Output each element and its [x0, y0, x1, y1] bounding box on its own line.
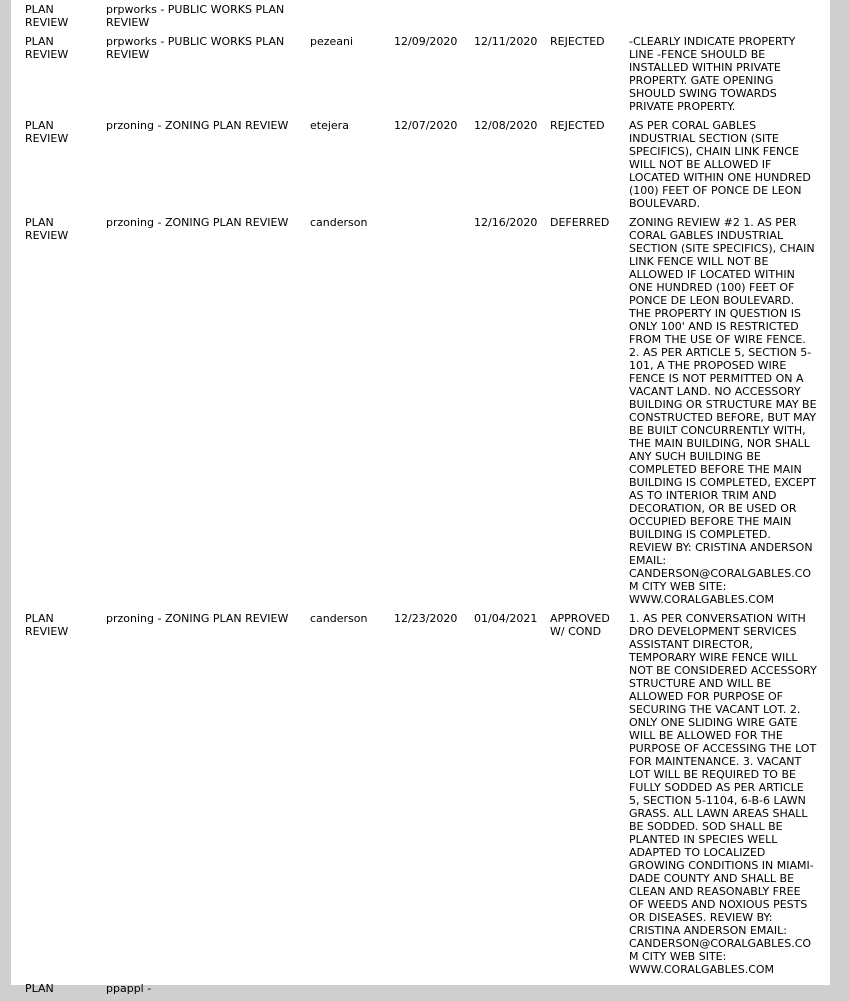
table-row	[21, 612, 821, 982]
sent-date: 12/07/2020	[394, 119, 458, 132]
review-notes: ZONING REVIEW #2 1. AS PER CORAL GABLES INDUSTRIAL SECTION (SITE SPECIFICS), CHAIN LINK FENCE WILL NOT BE ALLOWED IF LOCATED WITHIN ONE HUNDRED (100) FEET OF PONCE DE LEON BOULEVARD. THE PROPERTY IN QUESTION IS ONLY 100' AND IS RESTRICTED FROM THE USE OF WIRE FENCE. 2. AS PER ARTICLE 5, SECTION 5-101, A THE PROPOSED WIRE FENCE IS NOT PERMITTED ON A VACANT LAND. NO ACCESSORY BUILDING OR STRUCTURE MAY BE CONSTRUCTED BEFORE, BUT MAY BE BUILT CONCURRENTLY WITH, THE MAIN BUILDING, NOR SHALL ANY SUCH BUILDING BE COMPLETED BEFORE THE MAIN BUILDING IS COMPLETED, EXCEPT AS TO INTERIOR TRIM AND DECORATION, OR BE USED OR OCCUPIED BEFORE THE MAIN BUILDING IS COMPLETED. REVIEW BY: CRISTINA ANDERSON EMAIL: CANDERSON@CORALGABLES.COM CITY WEB SITE: WWW.CORALGABLES.COM	[629, 216, 817, 606]
table-row	[21, 119, 821, 216]
review-status	[546, 982, 625, 1001]
review-notes	[625, 3, 821, 35]
reviewer	[306, 3, 390, 35]
table-row	[21, 982, 821, 1001]
returned-date: 12/11/2020	[474, 35, 538, 48]
review-status: REJECTED	[550, 119, 605, 132]
sent-date: 12/09/2020	[394, 35, 458, 48]
reviewer: pezeani	[310, 35, 354, 48]
review-description: prpworks - PUBLIC WORKS PLAN REVIEW	[106, 35, 285, 61]
returned-date	[470, 3, 546, 35]
review-type: PLAN	[25, 982, 54, 995]
review-status: DEFERRED	[550, 216, 610, 229]
review-notes: -CLEARLY INDICATE PROPERTY LINE -FENCE SHOULD BE INSTALLED WITHIN PRIVATE PROPERTY. GATE OPENING SHOULD SWING TOWARDS PRIVATE PROPERTY.	[629, 35, 796, 113]
returned-date: 12/16/2020	[474, 216, 538, 229]
review-description: przoning - ZONING PLAN REVIEW	[106, 216, 289, 229]
reviewer: etejera	[310, 119, 349, 132]
review-type: PLAN REVIEW	[25, 216, 69, 242]
review-type: PLAN REVIEW	[25, 3, 69, 29]
document-page	[11, 0, 830, 995]
reviewer: canderson	[310, 216, 368, 229]
reviewer	[306, 982, 390, 1001]
window-gutter	[830, 0, 849, 985]
review-description: przoning - ZONING PLAN REVIEW	[106, 119, 289, 132]
review-status: REJECTED	[550, 35, 605, 48]
sent-date	[390, 982, 470, 1001]
returned-date: 01/04/2021	[474, 612, 538, 625]
review-status	[546, 3, 625, 35]
review-description: ppappl -	[106, 982, 152, 995]
table-row	[21, 216, 821, 612]
review-description: przoning - ZONING PLAN REVIEW	[106, 612, 289, 625]
sent-date: 12/23/2020	[394, 612, 458, 625]
review-description: prpworks - PUBLIC WORKS PLAN REVIEW	[106, 3, 285, 29]
review-status: APPROVED W/ COND	[550, 612, 610, 638]
table-row	[21, 35, 821, 119]
review-type: PLAN REVIEW	[25, 119, 69, 145]
review-type: PLAN REVIEW	[25, 612, 69, 638]
review-notes	[625, 982, 821, 1001]
sent-date	[390, 216, 470, 612]
review-notes: 1. AS PER CONVERSATION WITH DRO DEVELOPMENT SERVICES ASSISTANT DIRECTOR, TEMPORARY WIRE FENCE WILL NOT BE CONSIDERED ACCESSORY STRUCTURE AND WILL BE ALLOWED FOR PURPOSE OF SECURING THE VACANT LOT. 2. ONLY ONE SLIDING WIRE GATE WILL BE ALLOWED FOR THE PURPOSE OF ACCESSING THE LOT FOR MAINTENANCE. 3. VACANT LOT WILL BE REQUIRED TO BE FULLY SODDED AS PER ARTICLE 5, SECTION 5-1104, 6-B-6 LAWN GRASS. ALL LAWN AREAS SHALL BE SODDED. SOD SHALL BE PLANTED IN SPECIES WELL ADAPTED TO LOCALIZED GROWING CONDITIONS IN MIAMI-DADE COUNTY AND SHALL BE CLEAN AND REASONABLY FREE OF WEEDS AND NOXIOUS PESTS OR DISEASES. REVIEW BY: CRISTINA ANDERSON EMAIL: CANDERSON@CORALGABLES.COM CITY WEB SITE: WWW.CORALGABLES.COM	[629, 612, 817, 976]
reviewer: canderson	[310, 612, 368, 625]
review-type: PLAN REVIEW	[25, 35, 69, 61]
plan-review-table	[21, 3, 821, 1001]
returned-date	[470, 982, 546, 1001]
review-notes: AS PER CORAL GABLES INDUSTRIAL SECTION (SITE SPECIFICS), CHAIN LINK FENCE WILL NOT BE ALLOWED IF LOCATED WITHIN ONE HUNDRED (100) FEET OF PONCE DE LEON BOULEVARD.	[629, 119, 811, 210]
returned-date: 12/08/2020	[474, 119, 538, 132]
sent-date	[390, 3, 470, 35]
table-row	[21, 3, 821, 35]
